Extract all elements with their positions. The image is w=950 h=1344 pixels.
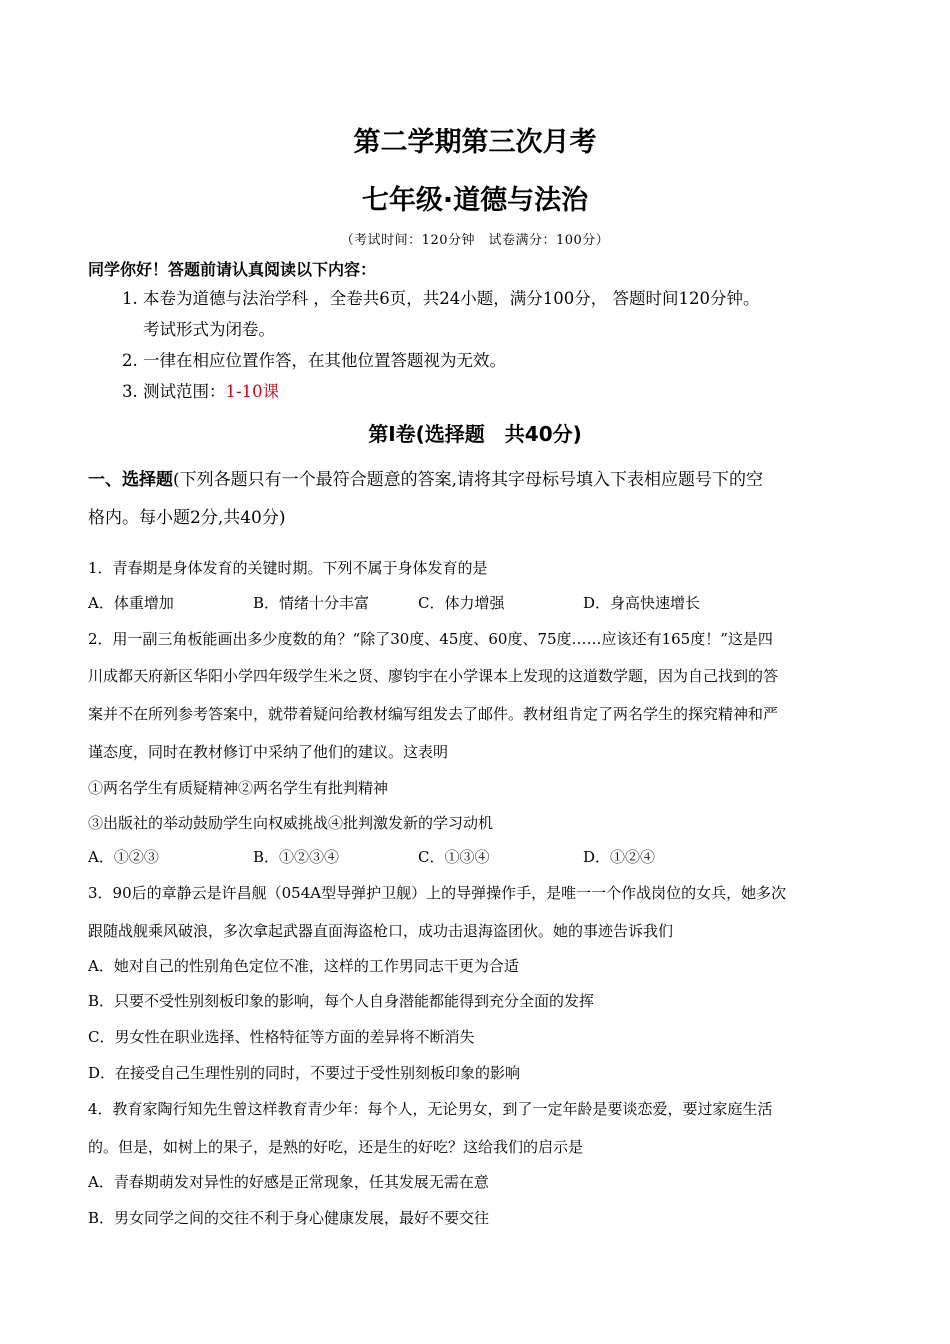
instruction-item-1: 1. 本卷为道德与法治学科 ，全卷共6页，共24小题，满分100分， 答题时间120分钟。 [122,289,760,308]
question-4-stem-line-2: 的。但是，如树上的果子，是熟的好吃，还是生的好吃？这给我们的启示是 [88,1138,584,1156]
exam-title: 第二学期第三次月考 [353,127,597,158]
exam-meta: （考试时间：120分钟 试卷满分：100分） [340,233,610,248]
question-2-option-d: D．①②④ [583,848,656,866]
part-header [88,465,763,490]
question-2-stem-line-3: 案并不在所列参考答案中，就带着疑问给教材编写组发去了邮件。教材组肯定了两名学生的探究精神和严 [88,705,779,723]
instruction-item-1-cont: 考试形式为闭卷。 [143,320,275,339]
question-3-stem-line-1: 3．90后的章静云是许昌舰（054A型导弹护卫舰）上的导弹操作手，是唯一一个作战岗位的女兵，她多次 [88,884,787,902]
question-3-option-c: C．男女性在职业选择、性格特征等方面的差异将不断消失 [88,1028,475,1046]
question-3-option-b: B．只要不受性别刻板印象的影响，每个人自身潜能都能得到充分全面的发挥 [88,992,595,1010]
question-2-stem-line-4: 谨态度，同时在教材修订中采纳了他们的建议。这表明 [88,743,449,761]
instruction-item-3-prefix: 3. 测试范围： [122,382,226,401]
question-3-option-a: A．她对自己的性别角色定位不准，这样的工作男同志干更为合适 [88,957,519,975]
question-4-option-b: B．男女同学之间的交往不利于身心健康发展，最好不要交往 [88,1209,490,1227]
part-description-cont: 格内。每小题2分,共40分) [88,508,286,528]
part-label: 一、选择题 [88,470,173,490]
question-1-option-a: A．体重增加 [88,594,174,612]
instructions-greeting: 同学你好！答题前请认真阅读以下内容： [88,260,377,279]
question-2-statements-2: ③出版社的举动鼓励学生向权威挑战④批判激发新的学习动机 [88,814,494,832]
question-3-option-d: D．在接受自己生理性别的同时，不要过于受性别刻板印象的影响 [88,1064,521,1082]
question-4-option-a: A．青春期萌发对异性的好感是正常现象，任其发展无需在意 [88,1173,489,1191]
question-2-option-c: C．①③④ [418,848,490,866]
exam-subtitle: 七年级·道德与法治 [361,185,589,216]
question-1-stem: 1．青春期是身体发育的关键时期。下列不属于身体发育的是 [88,559,488,577]
question-3-stem-line-2: 跟随战舰乘风破浪，多次拿起武器直面海盗枪口，成功击退海盗团伙。她的事迹告诉我们 [88,922,674,940]
question-2-stem-line-2: 川成都天府新区华阳小学四年级学生米之贤、廖钧宇在小学课本上发现的这道数学题，因为自己找到的答 [88,667,779,685]
question-2-statements-1: ①两名学生有质疑精神②两名学生有批判精神 [88,779,389,797]
instruction-item-3 [122,378,279,402]
question-1-option-c: C．体力增强 [418,594,505,612]
question-2-option-a: A．①②③ [88,848,159,866]
test-range: 1-10课 [225,382,280,401]
section-title: 第Ⅰ卷(选择题 共40分) [368,422,582,446]
part-description: (下列各题只有一个最符合题意的答案,请将其字母标号填入下表相应题号下的空 [173,470,764,490]
question-2-stem-line-1: 2．用一副三角板能画出多少度数的角？“除了30度、45度、60度、75度……应该还有165度！”这是四 [88,630,773,648]
question-1-option-d: D．身高快速增长 [583,594,701,612]
question-4-stem-line-1: 4．教育家陶行知先生曾这样教育青少年：每个人，无论男女，到了一定年龄是要谈恋爱，要过家庭生活 [88,1100,773,1118]
instruction-item-2: 2. 一律在相应位置作答，在其他位置答题视为无效。 [122,351,506,370]
question-1-option-b: B．情绪十分丰富 [253,594,370,612]
question-2-option-b: B．①②③④ [253,848,340,866]
